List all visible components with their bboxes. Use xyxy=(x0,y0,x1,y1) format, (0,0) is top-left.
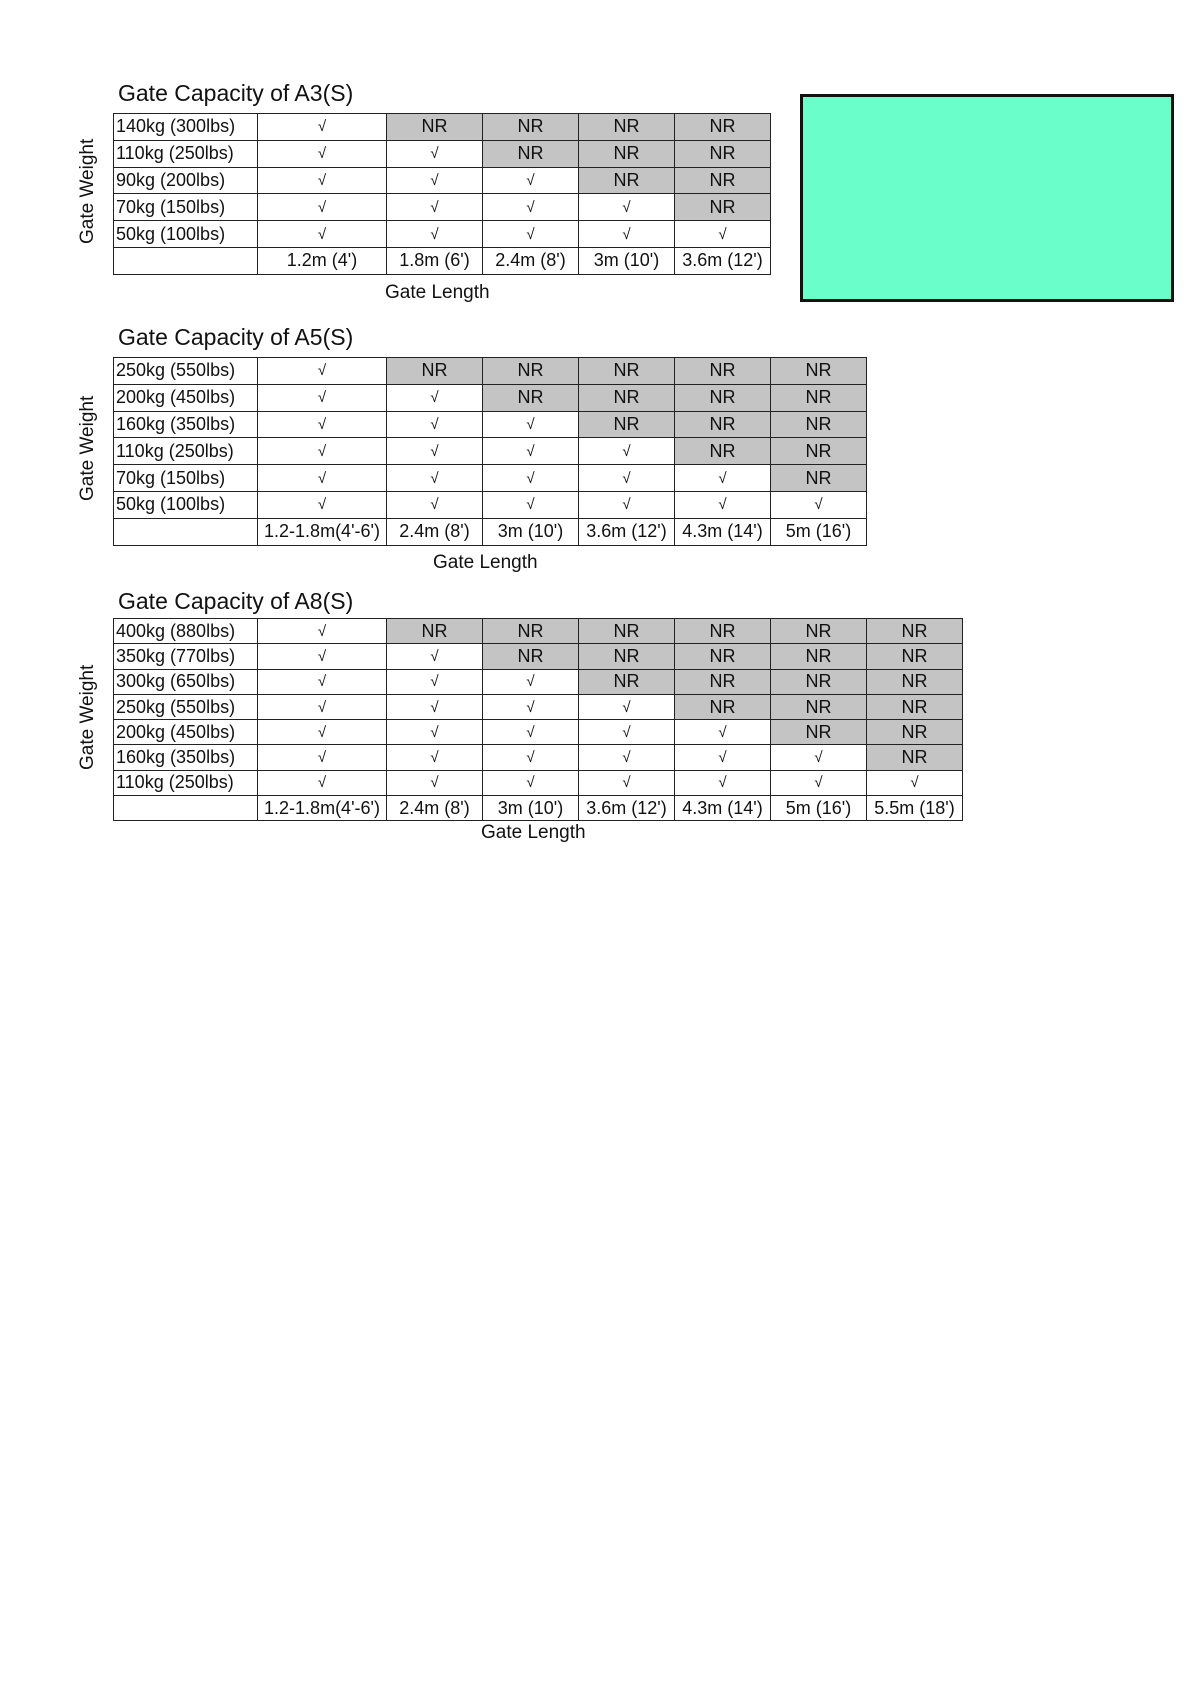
check-cell: √ xyxy=(387,438,483,465)
not-recommended-cell: NR xyxy=(675,384,771,411)
check-cell: √ xyxy=(483,491,579,518)
capacity-table xyxy=(113,357,867,546)
check-cell: √ xyxy=(387,465,483,492)
check-cell: √ xyxy=(258,491,387,518)
table-row xyxy=(114,411,867,438)
not-recommended-cell: NR xyxy=(771,438,867,465)
check-cell: √ xyxy=(483,770,579,795)
check-cell: √ xyxy=(579,221,675,248)
not-recommended-cell: NR xyxy=(483,140,579,167)
table-row xyxy=(114,167,771,194)
check-cell: √ xyxy=(771,745,867,770)
check-cell: √ xyxy=(483,465,579,492)
not-recommended-cell: NR xyxy=(771,384,867,411)
not-recommended-cell: NR xyxy=(579,669,675,694)
check-cell: √ xyxy=(258,694,387,719)
weight-label: 250kg (550lbs) xyxy=(114,694,258,719)
weight-label: 110kg (250lbs) xyxy=(114,140,258,167)
check-cell: √ xyxy=(579,720,675,745)
check-cell: √ xyxy=(387,221,483,248)
table-row xyxy=(114,194,771,221)
x-axis-label: Gate Length xyxy=(481,822,586,843)
table-row xyxy=(114,694,963,719)
not-recommended-cell: NR xyxy=(483,114,579,141)
not-recommended-cell: NR xyxy=(387,358,483,385)
check-cell: √ xyxy=(771,770,867,795)
not-recommended-cell: NR xyxy=(387,619,483,644)
weight-label: 70kg (150lbs) xyxy=(114,465,258,492)
not-recommended-cell: NR xyxy=(867,720,963,745)
check-cell: √ xyxy=(258,167,387,194)
not-recommended-cell: NR xyxy=(675,140,771,167)
weight-label: 110kg (250lbs) xyxy=(114,438,258,465)
check-cell: √ xyxy=(258,221,387,248)
not-recommended-cell: NR xyxy=(387,114,483,141)
weight-label: 200kg (450lbs) xyxy=(114,384,258,411)
check-cell: √ xyxy=(771,491,867,518)
not-recommended-cell: NR xyxy=(483,384,579,411)
check-cell: √ xyxy=(258,669,387,694)
not-recommended-cell: NR xyxy=(483,644,579,669)
weight-label: 400kg (880lbs) xyxy=(114,619,258,644)
not-recommended-cell: NR xyxy=(675,167,771,194)
weight-label: 160kg (350lbs) xyxy=(114,411,258,438)
not-recommended-cell: NR xyxy=(483,358,579,385)
table-row xyxy=(114,669,963,694)
x-axis-label: Gate Length xyxy=(433,552,538,573)
not-recommended-cell: NR xyxy=(579,384,675,411)
check-cell: √ xyxy=(483,745,579,770)
check-cell: √ xyxy=(387,745,483,770)
check-cell: √ xyxy=(387,194,483,221)
table-row xyxy=(114,745,963,770)
not-recommended-cell: NR xyxy=(867,694,963,719)
y-axis-label: Gate Weight xyxy=(77,395,98,501)
not-recommended-cell: NR xyxy=(867,745,963,770)
weight-label: 200kg (450lbs) xyxy=(114,720,258,745)
weight-label: 50kg (100lbs) xyxy=(114,221,258,248)
weight-label: 350kg (770lbs) xyxy=(114,644,258,669)
table-row xyxy=(114,114,771,141)
check-cell: √ xyxy=(387,491,483,518)
length-label: 5m (16') xyxy=(771,796,867,821)
check-cell: √ xyxy=(258,770,387,795)
not-recommended-cell: NR xyxy=(771,411,867,438)
y-axis-label: Gate Weight xyxy=(77,664,98,770)
table-row xyxy=(114,221,771,248)
check-cell: √ xyxy=(675,491,771,518)
check-cell: √ xyxy=(579,694,675,719)
check-cell: √ xyxy=(258,745,387,770)
check-cell: √ xyxy=(387,694,483,719)
capacity-table xyxy=(113,618,963,821)
length-row xyxy=(114,247,771,274)
not-recommended-cell: NR xyxy=(483,619,579,644)
check-cell: √ xyxy=(387,770,483,795)
table-row xyxy=(114,140,771,167)
empty-corner-cell xyxy=(114,796,258,821)
length-row xyxy=(114,796,963,821)
table-title: Gate Capacity of A5(S) xyxy=(118,324,354,350)
not-recommended-cell: NR xyxy=(579,619,675,644)
weight-label: 160kg (350lbs) xyxy=(114,745,258,770)
not-recommended-cell: NR xyxy=(675,411,771,438)
length-label: 1.2m (4') xyxy=(258,247,387,274)
not-recommended-cell: NR xyxy=(771,720,867,745)
length-label: 3.6m (12') xyxy=(675,247,771,274)
check-cell: √ xyxy=(387,384,483,411)
table-row xyxy=(114,644,963,669)
check-cell: √ xyxy=(675,770,771,795)
x-axis-label: Gate Length xyxy=(385,282,490,303)
not-recommended-cell: NR xyxy=(675,669,771,694)
weight-label: 300kg (650lbs) xyxy=(114,669,258,694)
check-cell: √ xyxy=(579,465,675,492)
check-cell: √ xyxy=(258,140,387,167)
empty-corner-cell xyxy=(114,247,258,274)
table-row xyxy=(114,358,867,385)
length-label: 3m (10') xyxy=(579,247,675,274)
check-cell: √ xyxy=(579,438,675,465)
length-label: 2.4m (8') xyxy=(387,796,483,821)
length-label: 5.5m (18') xyxy=(867,796,963,821)
weight-label: 90kg (200lbs) xyxy=(114,167,258,194)
table-row xyxy=(114,619,963,644)
length-label: 3m (10') xyxy=(483,796,579,821)
check-cell: √ xyxy=(675,465,771,492)
length-label: 5m (16') xyxy=(771,518,867,545)
not-recommended-cell: NR xyxy=(867,644,963,669)
check-cell: √ xyxy=(483,411,579,438)
not-recommended-cell: NR xyxy=(771,644,867,669)
check-cell: √ xyxy=(387,167,483,194)
y-axis-label: Gate Weight xyxy=(77,138,98,244)
check-cell: √ xyxy=(258,644,387,669)
not-recommended-cell: NR xyxy=(771,358,867,385)
check-cell: √ xyxy=(867,770,963,795)
not-recommended-cell: NR xyxy=(771,669,867,694)
check-cell: √ xyxy=(258,438,387,465)
not-recommended-cell: NR xyxy=(675,438,771,465)
not-recommended-cell: NR xyxy=(579,140,675,167)
check-cell: √ xyxy=(387,720,483,745)
table-title: Gate Capacity of A3(S) xyxy=(118,80,354,106)
color-swatch xyxy=(800,94,1174,302)
length-row xyxy=(114,518,867,545)
check-cell: √ xyxy=(387,669,483,694)
table-row xyxy=(114,770,963,795)
check-cell: √ xyxy=(483,720,579,745)
not-recommended-cell: NR xyxy=(579,114,675,141)
check-cell: √ xyxy=(675,221,771,248)
not-recommended-cell: NR xyxy=(675,694,771,719)
check-cell: √ xyxy=(579,194,675,221)
table-row xyxy=(114,491,867,518)
table-row xyxy=(114,438,867,465)
check-cell: √ xyxy=(579,770,675,795)
not-recommended-cell: NR xyxy=(771,619,867,644)
length-label: 4.3m (14') xyxy=(675,518,771,545)
length-label: 1.8m (6') xyxy=(387,247,483,274)
not-recommended-cell: NR xyxy=(579,644,675,669)
check-cell: √ xyxy=(258,619,387,644)
check-cell: √ xyxy=(258,358,387,385)
check-cell: √ xyxy=(579,491,675,518)
table-title: Gate Capacity of A8(S) xyxy=(118,588,354,614)
length-label: 3m (10') xyxy=(483,518,579,545)
check-cell: √ xyxy=(258,194,387,221)
not-recommended-cell: NR xyxy=(771,694,867,719)
length-label: 2.4m (8') xyxy=(387,518,483,545)
check-cell: √ xyxy=(483,694,579,719)
not-recommended-cell: NR xyxy=(579,167,675,194)
check-cell: √ xyxy=(483,669,579,694)
check-cell: √ xyxy=(675,720,771,745)
not-recommended-cell: NR xyxy=(675,194,771,221)
length-label: 3.6m (12') xyxy=(579,518,675,545)
not-recommended-cell: NR xyxy=(867,619,963,644)
not-recommended-cell: NR xyxy=(675,358,771,385)
check-cell: √ xyxy=(258,384,387,411)
length-label: 1.2-1.8m(4'-6') xyxy=(258,518,387,545)
length-label: 1.2-1.8m(4'-6') xyxy=(258,796,387,821)
check-cell: √ xyxy=(387,644,483,669)
table-row xyxy=(114,465,867,492)
check-cell: √ xyxy=(258,411,387,438)
not-recommended-cell: NR xyxy=(771,465,867,492)
not-recommended-cell: NR xyxy=(579,358,675,385)
table-row xyxy=(114,720,963,745)
check-cell: √ xyxy=(483,221,579,248)
not-recommended-cell: NR xyxy=(867,669,963,694)
check-cell: √ xyxy=(258,114,387,141)
check-cell: √ xyxy=(483,438,579,465)
not-recommended-cell: NR xyxy=(675,644,771,669)
capacity-table xyxy=(113,113,771,275)
check-cell: √ xyxy=(579,745,675,770)
check-cell: √ xyxy=(387,140,483,167)
weight-label: 50kg (100lbs) xyxy=(114,491,258,518)
weight-label: 250kg (550lbs) xyxy=(114,358,258,385)
check-cell: √ xyxy=(675,745,771,770)
not-recommended-cell: NR xyxy=(675,114,771,141)
not-recommended-cell: NR xyxy=(579,411,675,438)
check-cell: √ xyxy=(483,167,579,194)
check-cell: √ xyxy=(387,411,483,438)
weight-label: 110kg (250lbs) xyxy=(114,770,258,795)
weight-label: 140kg (300lbs) xyxy=(114,114,258,141)
check-cell: √ xyxy=(483,194,579,221)
empty-corner-cell xyxy=(114,518,258,545)
weight-label: 70kg (150lbs) xyxy=(114,194,258,221)
check-cell: √ xyxy=(258,720,387,745)
length-label: 2.4m (8') xyxy=(483,247,579,274)
table-row xyxy=(114,384,867,411)
length-label: 4.3m (14') xyxy=(675,796,771,821)
check-cell: √ xyxy=(258,465,387,492)
length-label: 3.6m (12') xyxy=(579,796,675,821)
not-recommended-cell: NR xyxy=(675,619,771,644)
